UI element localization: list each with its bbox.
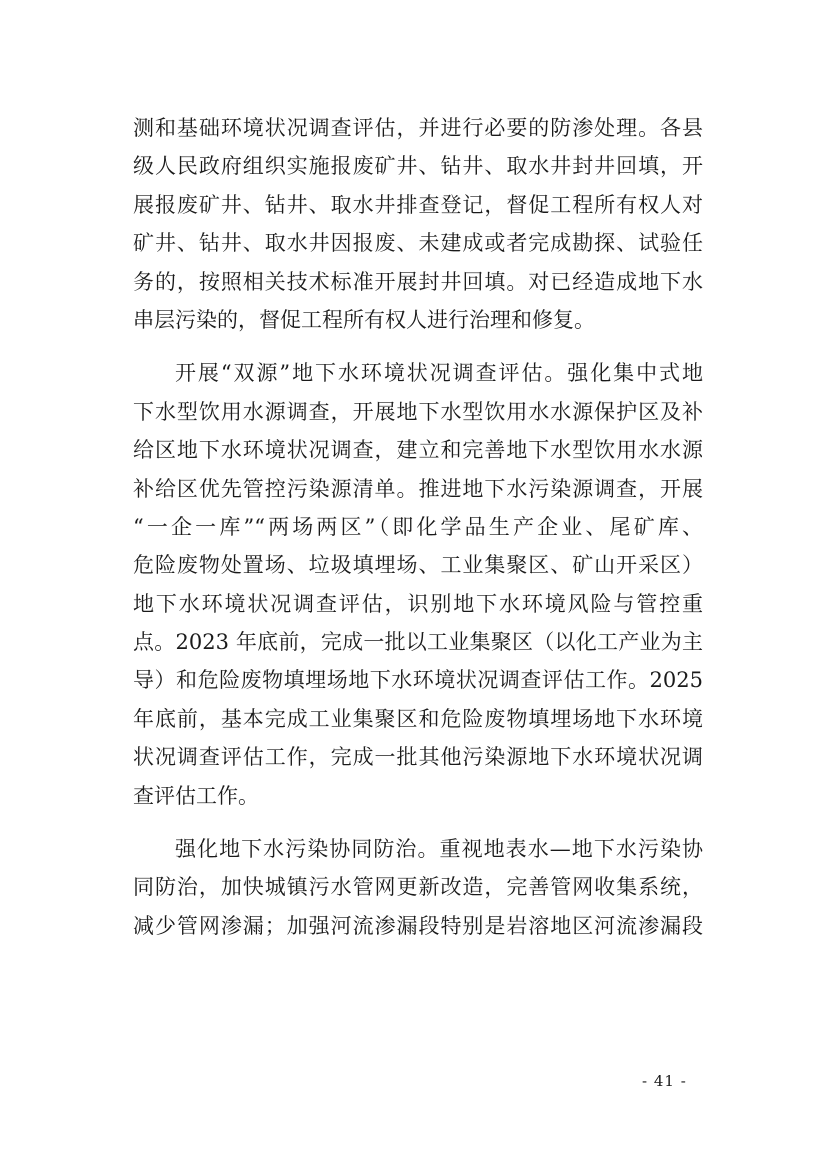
paragraph-gap <box>133 815 703 830</box>
paragraph-2 <box>133 354 703 815</box>
text-line: 开展“双源”地下水环境状况调查评估。强化集中式地 <box>175 361 703 386</box>
text-line: 地下水环境状况调查评估，识别地下水环境风险与管控重 <box>133 591 703 616</box>
text-line: 测和基础环境状况调查评估，并进行必要的防渗处理。各县 <box>133 116 703 140</box>
text-line: 展报废矿井、钻井、取水井排查登记，督促工程所有权人对 <box>133 192 703 217</box>
text-line: 点。2023 年底前，完成一批以工业集聚区（以化工产业为主 <box>133 630 703 655</box>
text-line: 补给区优先管控污染源清单。推进地下水污染源调查，开展 <box>133 476 703 501</box>
text-line: 查评估工作。 <box>133 783 259 808</box>
text-line: 务的，按照相关技术标准开展封井回填。对已经造成地下水 <box>133 269 703 294</box>
text-line: 同防治，加快城镇污水管网更新改造，完善管网收集系统， <box>133 875 703 900</box>
text-line: 级人民政府组织实施报废矿井、钻井、取水井封井回填，开 <box>133 154 703 179</box>
text-line: 减少管网渗漏；加强河流渗漏段特别是岩溶地区河流渗漏段 <box>133 913 703 938</box>
text-line: 串层污染的，督促工程所有权人进行治理和修复。 <box>133 307 595 332</box>
text-line: 矿井、钻井、取水井因报废、未建成或者完成勘探、试验任 <box>133 231 703 256</box>
text-line: 状况调查评估工作，完成一批其他污染源地下水环境状况调 <box>133 745 703 770</box>
paragraph-gap <box>133 339 703 354</box>
text-line: 导）和危险废物填埋场地下水环境状况调查评估工作。2025 <box>133 668 703 693</box>
text-line: 给区地下水环境状况调查，建立和完善地下水型饮用水水源 <box>133 438 703 463</box>
paragraph-3 <box>133 830 703 945</box>
text-line: 强化地下水污染协同防治。重视地表水—地下水污染协 <box>175 837 703 862</box>
paragraph-1 <box>133 109 703 339</box>
page-body <box>133 109 703 945</box>
page-number: - 41 - <box>642 1072 687 1090</box>
text-line: 危险废物处置场、垃圾填埋场、工业集聚区、矿山开采区） <box>133 553 703 578</box>
text-line: “一企一库”“两场两区”（即化学品生产企业、尾矿库、 <box>133 514 703 539</box>
text-line: 年底前，基本完成工业集聚区和危险废物填埋场地下水环境 <box>133 706 703 731</box>
text-line: 下水型饮用水源调查，开展地下水型饮用水水源保护区及补 <box>133 399 703 424</box>
